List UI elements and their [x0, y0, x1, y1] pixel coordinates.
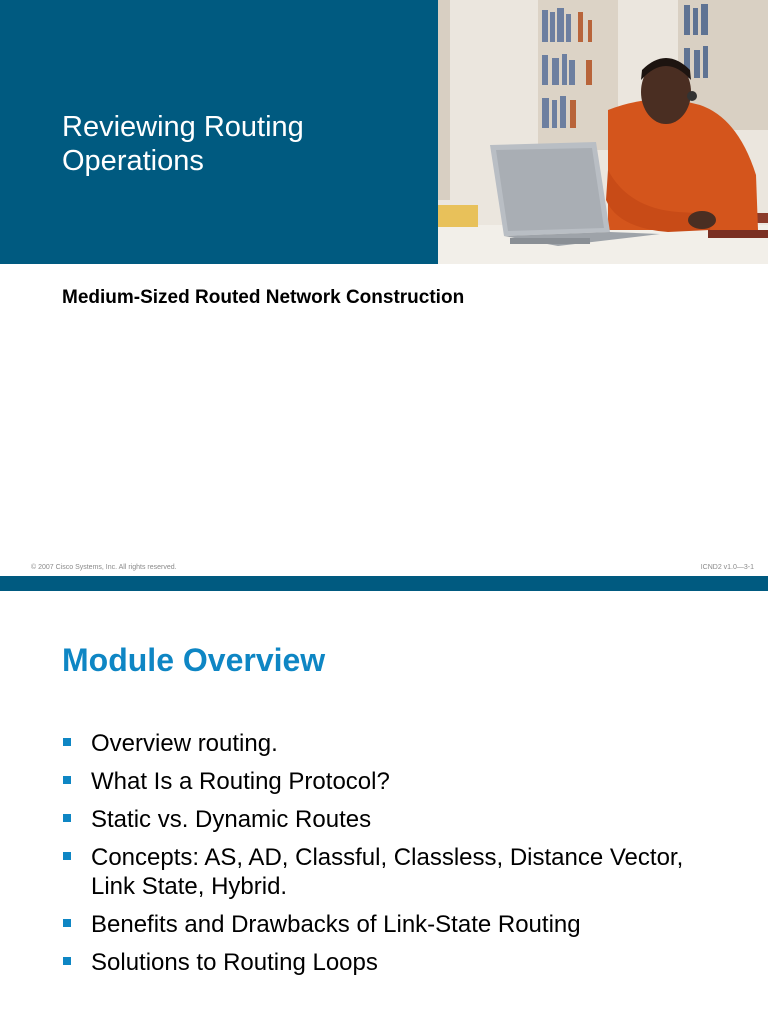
title-band [0, 0, 438, 264]
bullet-item [62, 767, 702, 796]
module-overview-title: Module Overview [62, 642, 326, 678]
square-bullet-icon [63, 852, 71, 860]
square-bullet-icon [63, 814, 71, 822]
square-bullet-icon [63, 957, 71, 965]
bullet-text: Concepts: AS, AD, Classful, Classless, Distance Vector, Link State, Hybrid. [91, 844, 684, 900]
copyright-footer: © 2007 Cisco Systems, Inc. All rights reserved. [31, 564, 177, 571]
bullet-item [62, 948, 702, 977]
bullet-text: Solutions to Routing Loops [91, 949, 378, 976]
bullet-item [62, 805, 702, 834]
bullet-item [62, 910, 702, 939]
square-bullet-icon [63, 919, 71, 927]
square-bullet-icon [63, 738, 71, 746]
slide-title: Reviewing Routing Operations [62, 111, 304, 177]
slide-subtitle: Medium-Sized Routed Network Construction [62, 287, 465, 308]
slide-divider-bar [0, 576, 768, 591]
square-bullet-icon [63, 776, 71, 784]
student-laptop-photo [438, 0, 768, 264]
bullet-item [62, 843, 702, 901]
bullet-item [62, 729, 702, 758]
photo-illustration [438, 0, 768, 264]
bullet-text: Benefits and Drawbacks of Link-State Routing [91, 911, 581, 938]
bullet-list [62, 729, 702, 986]
bullet-text: Overview routing. [91, 730, 278, 757]
bullet-text: What Is a Routing Protocol? [91, 768, 390, 795]
bullet-text: Static vs. Dynamic Routes [91, 806, 372, 833]
slide-number-footer: ICND2 v1.0—3-1 [700, 564, 754, 571]
